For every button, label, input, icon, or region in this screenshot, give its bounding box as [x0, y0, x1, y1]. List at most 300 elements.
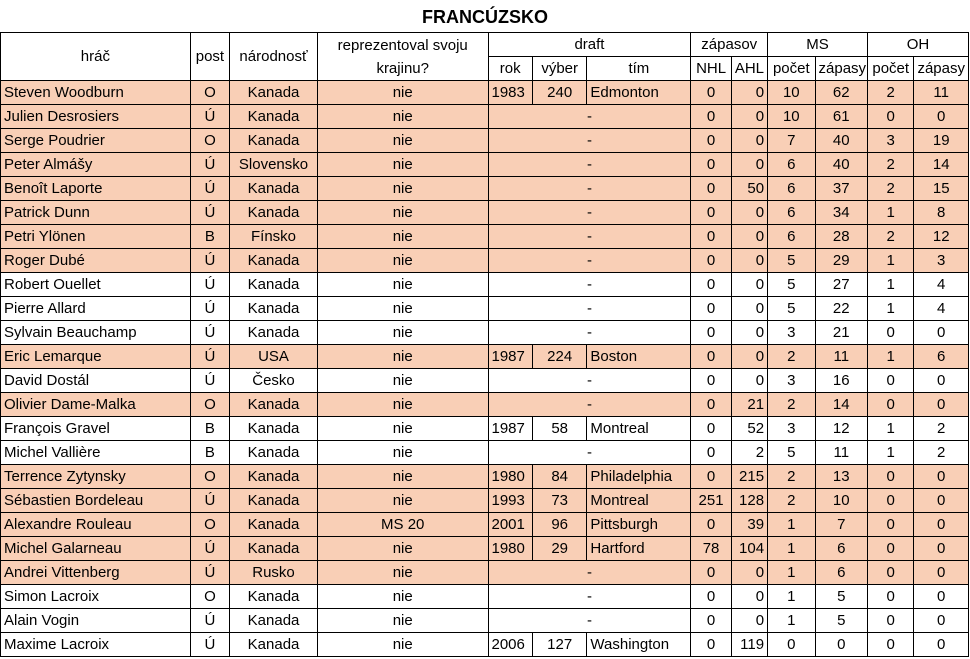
cell-nhl: 0: [691, 465, 731, 489]
header-games: zápasov: [691, 33, 768, 57]
cell-draft-empty: -: [488, 225, 691, 249]
cell-ms-count: 6: [768, 153, 815, 177]
cell-nhl: 0: [691, 177, 731, 201]
cell-nationality: Kanada: [230, 297, 318, 321]
cell-oh-count: 2: [868, 81, 914, 105]
cell-nhl: 78: [691, 537, 731, 561]
table-row: [1, 153, 969, 177]
table-row: [1, 225, 969, 249]
cell-oh-games: 8: [914, 201, 969, 225]
header-ahl: AHL: [731, 57, 767, 81]
cell-nationality: Slovensko: [230, 153, 318, 177]
cell-position: O: [190, 81, 229, 105]
cell-oh-count: 1: [868, 249, 914, 273]
cell-nationality: USA: [230, 345, 318, 369]
cell-nationality: Česko: [230, 369, 318, 393]
cell-draft-empty: -: [488, 369, 691, 393]
cell-ms-games: 34: [815, 201, 867, 225]
cell-player: Andrei Vittenberg: [1, 561, 191, 585]
table-row: [1, 273, 969, 297]
cell-nhl: 251: [691, 489, 731, 513]
cell-oh-games: 15: [914, 177, 969, 201]
cell-ms-count: 10: [768, 105, 815, 129]
cell-oh-count: 0: [868, 105, 914, 129]
cell-oh-count: 2: [868, 153, 914, 177]
cell-nationality: Kanada: [230, 393, 318, 417]
cell-position: Ú: [190, 345, 229, 369]
table-body: [1, 81, 969, 657]
cell-draft-pick: 29: [532, 537, 587, 561]
cell-draft-team: Philadelphia: [587, 465, 691, 489]
cell-ms-games: 0: [815, 633, 867, 657]
table-row: [1, 489, 969, 513]
cell-player: David Dostál: [1, 369, 191, 393]
header-draft-year: rok: [488, 57, 532, 81]
table-row: [1, 297, 969, 321]
cell-draft-empty: -: [488, 441, 691, 465]
cell-ms-games: 16: [815, 369, 867, 393]
cell-oh-count: 2: [868, 177, 914, 201]
cell-oh-games: 0: [914, 561, 969, 585]
cell-ahl: 0: [731, 585, 767, 609]
cell-ahl: 0: [731, 609, 767, 633]
cell-nationality: Kanada: [230, 273, 318, 297]
cell-position: B: [190, 225, 229, 249]
cell-oh-games: 4: [914, 273, 969, 297]
cell-player: Petri Ylönen: [1, 225, 191, 249]
table-row: [1, 201, 969, 225]
cell-ms-count: 10: [768, 81, 815, 105]
cell-oh-count: 0: [868, 513, 914, 537]
cell-ms-games: 11: [815, 345, 867, 369]
cell-position: Ú: [190, 177, 229, 201]
cell-oh-games: 0: [914, 513, 969, 537]
cell-draft-empty: -: [488, 561, 691, 585]
cell-ahl: 119: [731, 633, 767, 657]
cell-nationality: Kanada: [230, 537, 318, 561]
cell-player: Sylvain Beauchamp: [1, 321, 191, 345]
cell-nationality: Kanada: [230, 513, 318, 537]
cell-ms-count: 2: [768, 345, 815, 369]
cell-ahl: 0: [731, 297, 767, 321]
cell-oh-games: 0: [914, 585, 969, 609]
cell-nhl: 0: [691, 417, 731, 441]
cell-represented: nie: [317, 609, 488, 633]
cell-nhl: 0: [691, 81, 731, 105]
cell-ms-games: 5: [815, 585, 867, 609]
cell-ms-count: 3: [768, 321, 815, 345]
cell-ms-count: 1: [768, 585, 815, 609]
cell-represented: nie: [317, 345, 488, 369]
cell-ahl: 2: [731, 441, 767, 465]
cell-nhl: 0: [691, 393, 731, 417]
cell-ms-count: 5: [768, 297, 815, 321]
cell-ms-count: 2: [768, 489, 815, 513]
cell-ms-games: 6: [815, 537, 867, 561]
cell-represented: nie: [317, 633, 488, 657]
header-draft: draft: [488, 33, 691, 57]
table-row: [1, 585, 969, 609]
cell-draft-year: 1987: [488, 417, 532, 441]
cell-nationality: Kanada: [230, 177, 318, 201]
header-oh-count: počet: [868, 57, 914, 81]
cell-position: Ú: [190, 273, 229, 297]
cell-draft-year: 1993: [488, 489, 532, 513]
table-row: [1, 369, 969, 393]
table-row: [1, 249, 969, 273]
cell-position: B: [190, 417, 229, 441]
cell-ms-count: 1: [768, 513, 815, 537]
cell-represented: nie: [317, 225, 488, 249]
cell-player: Patrick Dunn: [1, 201, 191, 225]
cell-oh-count: 0: [868, 465, 914, 489]
cell-draft-pick: 224: [532, 345, 587, 369]
cell-ms-count: 6: [768, 225, 815, 249]
cell-oh-count: 0: [868, 393, 914, 417]
cell-oh-count: 0: [868, 321, 914, 345]
cell-draft-year: 1983: [488, 81, 532, 105]
cell-oh-count: 0: [868, 561, 914, 585]
cell-represented: nie: [317, 489, 488, 513]
cell-ms-games: 11: [815, 441, 867, 465]
table-row: [1, 105, 969, 129]
cell-ahl: 215: [731, 465, 767, 489]
cell-oh-count: 1: [868, 441, 914, 465]
cell-oh-count: 2: [868, 225, 914, 249]
cell-represented: nie: [317, 273, 488, 297]
cell-player: Serge Poudrier: [1, 129, 191, 153]
cell-draft-team: Hartford: [587, 537, 691, 561]
cell-position: B: [190, 441, 229, 465]
header-represented: reprezentoval svoju krajinu?: [317, 33, 488, 81]
cell-oh-count: 1: [868, 273, 914, 297]
cell-oh-games: 0: [914, 537, 969, 561]
cell-oh-games: 3: [914, 249, 969, 273]
cell-draft-team: Montreal: [587, 417, 691, 441]
table-row: [1, 321, 969, 345]
cell-position: O: [190, 585, 229, 609]
cell-position: Ú: [190, 609, 229, 633]
table-row: [1, 561, 969, 585]
cell-nationality: Kanada: [230, 201, 318, 225]
table-row: [1, 177, 969, 201]
header-player: hráč: [1, 33, 191, 81]
table-row: [1, 81, 969, 105]
cell-draft-empty: -: [488, 585, 691, 609]
cell-oh-games: 0: [914, 105, 969, 129]
cell-ahl: 0: [731, 201, 767, 225]
table-row: [1, 441, 969, 465]
cell-nhl: 0: [691, 345, 731, 369]
cell-nationality: Kanada: [230, 81, 318, 105]
cell-nhl: 0: [691, 321, 731, 345]
cell-ahl: 50: [731, 177, 767, 201]
table-row: [1, 465, 969, 489]
cell-ms-count: 5: [768, 273, 815, 297]
cell-ahl: 0: [731, 369, 767, 393]
cell-oh-games: 0: [914, 465, 969, 489]
cell-oh-count: 0: [868, 369, 914, 393]
cell-draft-team: Pittsburgh: [587, 513, 691, 537]
cell-nationality: Kanada: [230, 249, 318, 273]
cell-ms-count: 0: [768, 633, 815, 657]
cell-ahl: 128: [731, 489, 767, 513]
cell-represented: nie: [317, 537, 488, 561]
cell-ms-count: 5: [768, 249, 815, 273]
table-row: [1, 513, 969, 537]
header-oh-games: zápasy: [914, 57, 969, 81]
cell-position: Ú: [190, 321, 229, 345]
cell-ms-games: 40: [815, 153, 867, 177]
cell-oh-count: 3: [868, 129, 914, 153]
cell-ms-games: 28: [815, 225, 867, 249]
cell-ahl: 52: [731, 417, 767, 441]
cell-draft-team: Boston: [587, 345, 691, 369]
header-draft-pick: výber: [532, 57, 587, 81]
cell-draft-team: Washington: [587, 633, 691, 657]
cell-ms-count: 1: [768, 609, 815, 633]
cell-nhl: 0: [691, 369, 731, 393]
cell-oh-games: 14: [914, 153, 969, 177]
cell-ms-games: 62: [815, 81, 867, 105]
table-row: [1, 633, 969, 657]
cell-ahl: 39: [731, 513, 767, 537]
cell-ms-games: 27: [815, 273, 867, 297]
cell-player: Simon Lacroix: [1, 585, 191, 609]
cell-nhl: 0: [691, 513, 731, 537]
cell-player: Robert Ouellet: [1, 273, 191, 297]
cell-nhl: 0: [691, 225, 731, 249]
header-nhl: NHL: [691, 57, 731, 81]
cell-nhl: 0: [691, 201, 731, 225]
cell-oh-games: 11: [914, 81, 969, 105]
cell-nationality: Kanada: [230, 585, 318, 609]
cell-ms-games: 6: [815, 561, 867, 585]
cell-nationality: Kanada: [230, 441, 318, 465]
cell-oh-count: 1: [868, 297, 914, 321]
cell-represented: nie: [317, 465, 488, 489]
cell-ms-count: 5: [768, 441, 815, 465]
cell-represented: nie: [317, 321, 488, 345]
cell-ms-games: 29: [815, 249, 867, 273]
cell-nhl: 0: [691, 273, 731, 297]
cell-position: Ú: [190, 369, 229, 393]
cell-nhl: 0: [691, 297, 731, 321]
cell-position: O: [190, 465, 229, 489]
header-oh: OH: [868, 33, 969, 57]
cell-position: Ú: [190, 105, 229, 129]
cell-ms-games: 14: [815, 393, 867, 417]
cell-represented: nie: [317, 177, 488, 201]
cell-draft-pick: 127: [532, 633, 587, 657]
cell-draft-year: 2006: [488, 633, 532, 657]
cell-nhl: 0: [691, 561, 731, 585]
header-ms-count: počet: [768, 57, 815, 81]
cell-ms-count: 2: [768, 393, 815, 417]
cell-oh-games: 0: [914, 609, 969, 633]
cell-oh-games: 0: [914, 369, 969, 393]
cell-nhl: 0: [691, 249, 731, 273]
cell-player: Alain Vogin: [1, 609, 191, 633]
cell-ms-games: 61: [815, 105, 867, 129]
cell-draft-year: 2001: [488, 513, 532, 537]
cell-ms-games: 40: [815, 129, 867, 153]
cell-position: Ú: [190, 297, 229, 321]
cell-position: Ú: [190, 537, 229, 561]
table-row: [1, 129, 969, 153]
cell-ahl: 0: [731, 129, 767, 153]
cell-position: Ú: [190, 249, 229, 273]
cell-draft-empty: -: [488, 273, 691, 297]
cell-ms-games: 37: [815, 177, 867, 201]
cell-oh-count: 0: [868, 633, 914, 657]
cell-ahl: 0: [731, 321, 767, 345]
cell-nationality: Kanada: [230, 465, 318, 489]
cell-draft-year: 1980: [488, 465, 532, 489]
cell-oh-count: 0: [868, 609, 914, 633]
cell-ahl: 0: [731, 273, 767, 297]
cell-oh-games: 0: [914, 321, 969, 345]
cell-nationality: Kanada: [230, 105, 318, 129]
cell-represented: nie: [317, 441, 488, 465]
cell-position: O: [190, 513, 229, 537]
table-header: [1, 33, 969, 81]
cell-ms-count: 6: [768, 177, 815, 201]
table-row: [1, 345, 969, 369]
cell-player: Pierre Allard: [1, 297, 191, 321]
cell-oh-count: 0: [868, 585, 914, 609]
cell-nhl: 0: [691, 441, 731, 465]
cell-player: François Gravel: [1, 417, 191, 441]
cell-position: Ú: [190, 633, 229, 657]
cell-ahl: 0: [731, 153, 767, 177]
cell-player: Julien Desrosiers: [1, 105, 191, 129]
cell-position: O: [190, 393, 229, 417]
header-draft-team: tím: [587, 57, 691, 81]
cell-represented: nie: [317, 369, 488, 393]
cell-oh-count: 0: [868, 537, 914, 561]
cell-player: Sébastien Bordeleau: [1, 489, 191, 513]
cell-represented: nie: [317, 297, 488, 321]
cell-draft-year: 1987: [488, 345, 532, 369]
cell-draft-pick: 58: [532, 417, 587, 441]
cell-draft-team: Montreal: [587, 489, 691, 513]
cell-oh-count: 1: [868, 417, 914, 441]
header-ms-games: zápasy: [815, 57, 867, 81]
cell-player: Michel Vallière: [1, 441, 191, 465]
cell-nationality: Kanada: [230, 633, 318, 657]
cell-draft-pick: 96: [532, 513, 587, 537]
cell-represented: nie: [317, 585, 488, 609]
cell-nhl: 0: [691, 633, 731, 657]
cell-ms-count: 1: [768, 561, 815, 585]
cell-represented: nie: [317, 105, 488, 129]
table-row: [1, 537, 969, 561]
cell-nhl: 0: [691, 585, 731, 609]
cell-represented: nie: [317, 249, 488, 273]
cell-draft-empty: -: [488, 249, 691, 273]
cell-oh-count: 1: [868, 345, 914, 369]
cell-oh-games: 0: [914, 393, 969, 417]
cell-oh-games: 12: [914, 225, 969, 249]
cell-nationality: Kanada: [230, 321, 318, 345]
cell-ms-games: 13: [815, 465, 867, 489]
cell-player: Peter Almášy: [1, 153, 191, 177]
cell-draft-team: Edmonton: [587, 81, 691, 105]
cell-ms-games: 5: [815, 609, 867, 633]
cell-player: Roger Dubé: [1, 249, 191, 273]
cell-ahl: 0: [731, 81, 767, 105]
cell-ms-games: 10: [815, 489, 867, 513]
cell-nhl: 0: [691, 105, 731, 129]
cell-player: Eric Lemarque: [1, 345, 191, 369]
cell-player: Maxime Lacroix: [1, 633, 191, 657]
cell-position: Ú: [190, 201, 229, 225]
cell-player: Alexandre Rouleau: [1, 513, 191, 537]
cell-player: Steven Woodburn: [1, 81, 191, 105]
cell-ms-count: 1: [768, 537, 815, 561]
cell-draft-empty: -: [488, 297, 691, 321]
header-ms: MS: [768, 33, 868, 57]
cell-ms-games: 12: [815, 417, 867, 441]
cell-draft-empty: -: [488, 321, 691, 345]
cell-nhl: 0: [691, 609, 731, 633]
cell-nationality: Rusko: [230, 561, 318, 585]
cell-position: Ú: [190, 561, 229, 585]
cell-nhl: 0: [691, 153, 731, 177]
players-table: [0, 32, 969, 657]
cell-ahl: 0: [731, 105, 767, 129]
cell-ms-games: 7: [815, 513, 867, 537]
cell-draft-empty: -: [488, 201, 691, 225]
cell-oh-games: 0: [914, 633, 969, 657]
cell-ms-count: 3: [768, 417, 815, 441]
cell-oh-count: 1: [868, 201, 914, 225]
cell-ahl: 0: [731, 249, 767, 273]
cell-nhl: 0: [691, 129, 731, 153]
cell-ahl: 21: [731, 393, 767, 417]
cell-oh-games: 0: [914, 489, 969, 513]
page-title: FRANCÚZSKO: [422, 7, 548, 27]
cell-ms-count: 7: [768, 129, 815, 153]
cell-ms-count: 3: [768, 369, 815, 393]
header-nationality: národnosť: [230, 33, 318, 81]
cell-ms-count: 2: [768, 465, 815, 489]
cell-ahl: 0: [731, 225, 767, 249]
cell-oh-games: 6: [914, 345, 969, 369]
cell-nationality: Kanada: [230, 417, 318, 441]
cell-oh-games: 19: [914, 129, 969, 153]
cell-represented: nie: [317, 129, 488, 153]
cell-ms-games: 22: [815, 297, 867, 321]
cell-represented: nie: [317, 201, 488, 225]
cell-ms-games: 21: [815, 321, 867, 345]
table-row: [1, 393, 969, 417]
cell-represented: nie: [317, 417, 488, 441]
cell-draft-empty: -: [488, 609, 691, 633]
cell-ahl: 0: [731, 561, 767, 585]
cell-represented: MS 20: [317, 513, 488, 537]
cell-position: Ú: [190, 153, 229, 177]
cell-draft-pick: 73: [532, 489, 587, 513]
cell-ms-count: 6: [768, 201, 815, 225]
cell-position: O: [190, 129, 229, 153]
table-row: [1, 609, 969, 633]
cell-draft-pick: 84: [532, 465, 587, 489]
cell-draft-empty: -: [488, 153, 691, 177]
cell-nationality: Kanada: [230, 129, 318, 153]
cell-player: Terrence Zytynsky: [1, 465, 191, 489]
